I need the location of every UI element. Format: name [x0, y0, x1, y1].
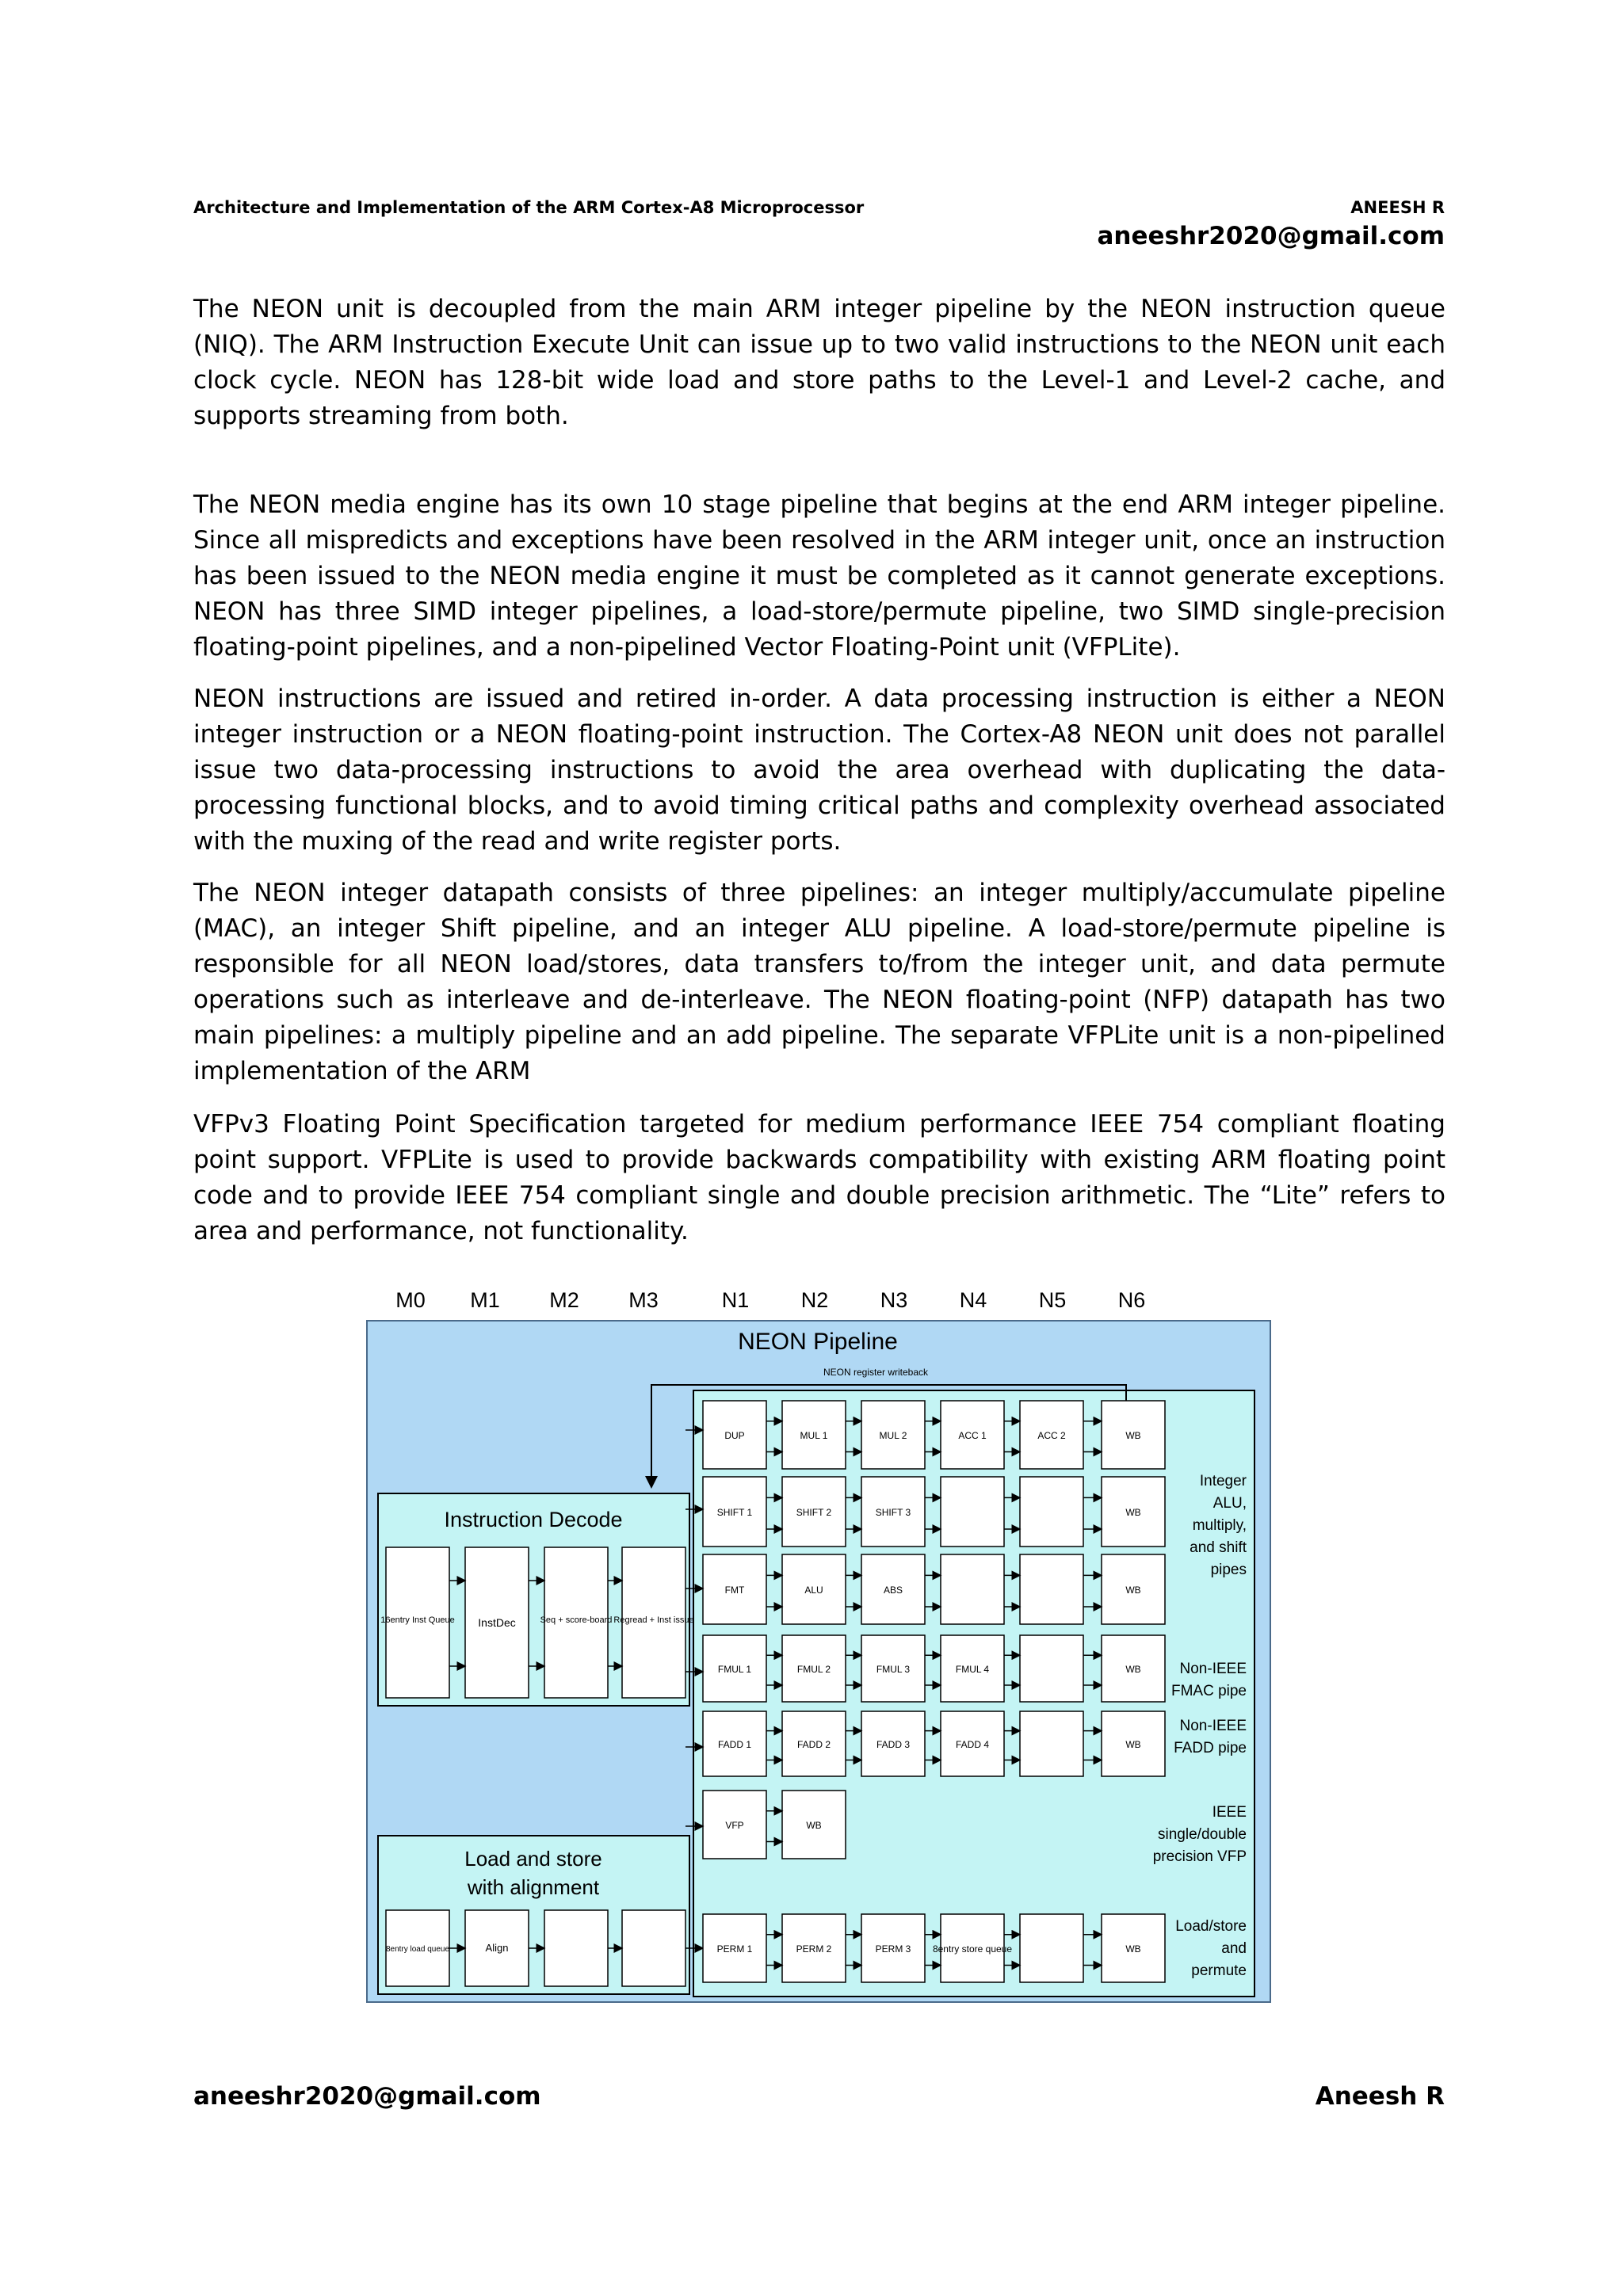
pipeline-stage-label: WB [1125, 1664, 1141, 1675]
pipeline-stage-label: FMUL 3 [876, 1664, 911, 1675]
pipeline-stage-label: WB [1125, 1585, 1141, 1596]
side-label: multiply, [1192, 1517, 1247, 1534]
paragraph-media-engine [193, 487, 1445, 666]
stage-label: N1 [721, 1288, 750, 1312]
side-label: Non-IEEE [1179, 1718, 1247, 1734]
block-label: Regread + Inst issue [613, 1615, 694, 1625]
paragraph-text: The NEON media engine has its own 10 stage pipeline that begins at the end ARM integer pipeline. Since all mispredicts and exceptions have been resolved in the ARM integer unit, once an instruction has been issued to the NEON media engine it must be completed as it cannot generate exceptions. NEON has three SIMD integer pipelines, a load-store/permute pipeline, two SIMD single-precision floating-point pipelines, and a non-pipelined Vector Floating-Point unit (VFPLite). [193, 490, 1445, 662]
side-label: IEEE [1212, 1804, 1247, 1821]
block-label: Seq + score-board [540, 1615, 613, 1625]
pipeline-stage-label: WB [1125, 1507, 1141, 1518]
pipeline-stage-label: PERM 1 [716, 1943, 753, 1955]
stage-label: M2 [549, 1288, 579, 1312]
stage-label: N6 [1117, 1288, 1146, 1312]
pipeline-stage-block [1020, 1554, 1083, 1624]
pipeline-stage-label: DUP [724, 1430, 745, 1441]
side-label: ALU, [1212, 1495, 1247, 1512]
paragraph-datapath [193, 875, 1445, 1089]
stage-label: M3 [628, 1288, 659, 1312]
block-label: InstDec [478, 1616, 516, 1629]
pipeline-stage-label: WB [806, 1820, 822, 1831]
stage-label: N2 [800, 1288, 829, 1312]
side-label: and shift [1190, 1539, 1247, 1556]
pipeline-stage-block [1020, 1914, 1083, 1982]
pipeline-stage-label: FADD 1 [717, 1739, 752, 1750]
load-store-title-1: Load and store [464, 1847, 602, 1871]
pipeline-stage-label: FADD 2 [796, 1739, 831, 1750]
pipeline-stage-block [1020, 1477, 1083, 1547]
stage-label: N4 [959, 1288, 987, 1312]
pipeline-stage-label: PERM 2 [796, 1943, 832, 1955]
pipeline-stage-label: MUL 1 [800, 1430, 828, 1441]
side-label: pipes [1210, 1562, 1247, 1578]
pipeline-title: NEON Pipeline [738, 1329, 898, 1355]
pipeline-stage-label: PERM 3 [875, 1943, 911, 1955]
header-title: Architecture and Implementation of the ARM Cortex-A8 Microprocessor [193, 198, 865, 217]
pipeline-stage-label: VFP [725, 1820, 744, 1831]
block-label: Align [485, 1942, 509, 1954]
pipeline-stage-label: FADD 3 [876, 1739, 911, 1750]
pipeline-stage-block [1020, 1711, 1083, 1776]
neon-pipeline-diagram [361, 1280, 1276, 2007]
paragraph-text: The NEON integer datapath consists of three pipelines: an integer multiply/accumulate pipeline (MAC), an integer Shift pipeline, and an integer ALU pipeline. A load-store/permute pipeline is responsible for all NEON load/stores, data transfers to/from the integer unit, and data permute operations such as interleave and de-interleave. The NEON floating-point (NFP) datapath has two main pipelines: a multiply pipeline and an add pipeline. The separate VFPLite unit is a non-pipelined implementation of the ARM [193, 879, 1445, 1085]
writeback-label: NEON register writeback [823, 1367, 929, 1378]
instruction-decode-title: Instruction Decode [444, 1508, 623, 1531]
side-label: and [1221, 1940, 1247, 1957]
paragraph-issue-retire [193, 681, 1445, 860]
pipeline-stage-block [941, 1554, 1004, 1624]
pipeline-stage-label: WB [1125, 1739, 1141, 1750]
load-stage-block [544, 1910, 608, 1986]
paragraph-niq [193, 292, 1445, 434]
load-store-title-2: with alignment [467, 1875, 600, 1899]
stage-labels [395, 1288, 1145, 1312]
pipeline-stage-label: FMUL 1 [717, 1664, 752, 1675]
pipeline-stage-label: FMUL 4 [955, 1664, 990, 1675]
paragraph-text: NEON instructions are issued and retired in-order. A data processing instruction is either a NEON integer instruction or a NEON floating-point instruction. The Cortex-A8 NEON unit does not parallel issue two data-processing instructions to avoid the area overhead with duplicating the data-processing functional blocks, and to avoid timing critical paths and complexity overhead associated with the muxing of the read and write register ports. [193, 685, 1445, 856]
footer-email: aneeshr2020@gmail.com [193, 2082, 541, 2111]
block-label: 16entry Inst Queue [380, 1615, 455, 1625]
header-author: ANEESH R [1350, 198, 1445, 217]
paragraph-text: VFPv3 Floating Point Specification targeted for medium performance IEEE 754 compliant floating point support. VFPLite is used to provide backwards compatibility with existing ARM floating point code and to provide IEEE 754 compliant single and double precision arithmetic. The “Lite” refers to area and performance, not functionality. [193, 1110, 1445, 1245]
pipeline-stage-label: WB [1125, 1430, 1141, 1441]
stage-label: M0 [395, 1288, 426, 1312]
header-email: aneeshr2020@gmail.com [1097, 222, 1445, 250]
footer-author: Aneesh R [1315, 2082, 1445, 2111]
pipeline-stage-label: ABS [883, 1585, 903, 1596]
side-label: Integer [1199, 1473, 1247, 1489]
pipeline-stage-label: SHIFT 2 [796, 1507, 832, 1518]
side-label: permute [1191, 1962, 1247, 1979]
pipeline-stage-label: FMT [724, 1585, 745, 1596]
block-label: 8entry load queue [385, 1945, 450, 1954]
pipeline-stage-label: ALU [804, 1585, 823, 1596]
pipeline-stage-block [941, 1477, 1004, 1547]
paragraph-text: The NEON unit is decoupled from the main ARM integer pipeline by the NEON instruction queue (NIQ). The ARM Instruction Execute Unit can issue up to two valid instructions to the NEON unit each clock cycle. NEON has 128-bit wide load and store paths to the Level-1 and Level-2 cache, and supports streaming from both. [193, 295, 1445, 430]
pipeline-stage-label: SHIFT 3 [875, 1507, 911, 1518]
pipeline-stage-label: 8entry store queue [932, 1943, 1013, 1955]
load-stage-block [622, 1910, 685, 1986]
pipeline-stage-label: ACC 2 [1037, 1430, 1066, 1441]
side-label: FADD pipe [1174, 1740, 1247, 1756]
pipeline-stage-label: FADD 4 [955, 1739, 990, 1750]
side-label: Load/store [1175, 1918, 1247, 1935]
pipeline-stage-label: FMUL 2 [796, 1664, 831, 1675]
side-label: single/double [1158, 1826, 1247, 1843]
stage-label: N3 [880, 1288, 908, 1312]
pipeline-stage-label: MUL 2 [879, 1430, 907, 1441]
side-label: precision VFP [1152, 1848, 1247, 1865]
neon-pipeline-figure [361, 1280, 1276, 2007]
pipeline-stage-label: WB [1125, 1943, 1141, 1955]
stage-label: N5 [1038, 1288, 1067, 1312]
side-label: FMAC pipe [1170, 1683, 1247, 1699]
pipeline-stage-label: ACC 1 [958, 1430, 987, 1441]
stage-label: M1 [470, 1288, 500, 1312]
pipeline-stage-label: SHIFT 1 [716, 1507, 753, 1518]
pipeline-stage-block [1020, 1635, 1083, 1702]
side-label: Non-IEEE [1179, 1661, 1247, 1677]
paragraph-vfpv3 [193, 1107, 1445, 1249]
